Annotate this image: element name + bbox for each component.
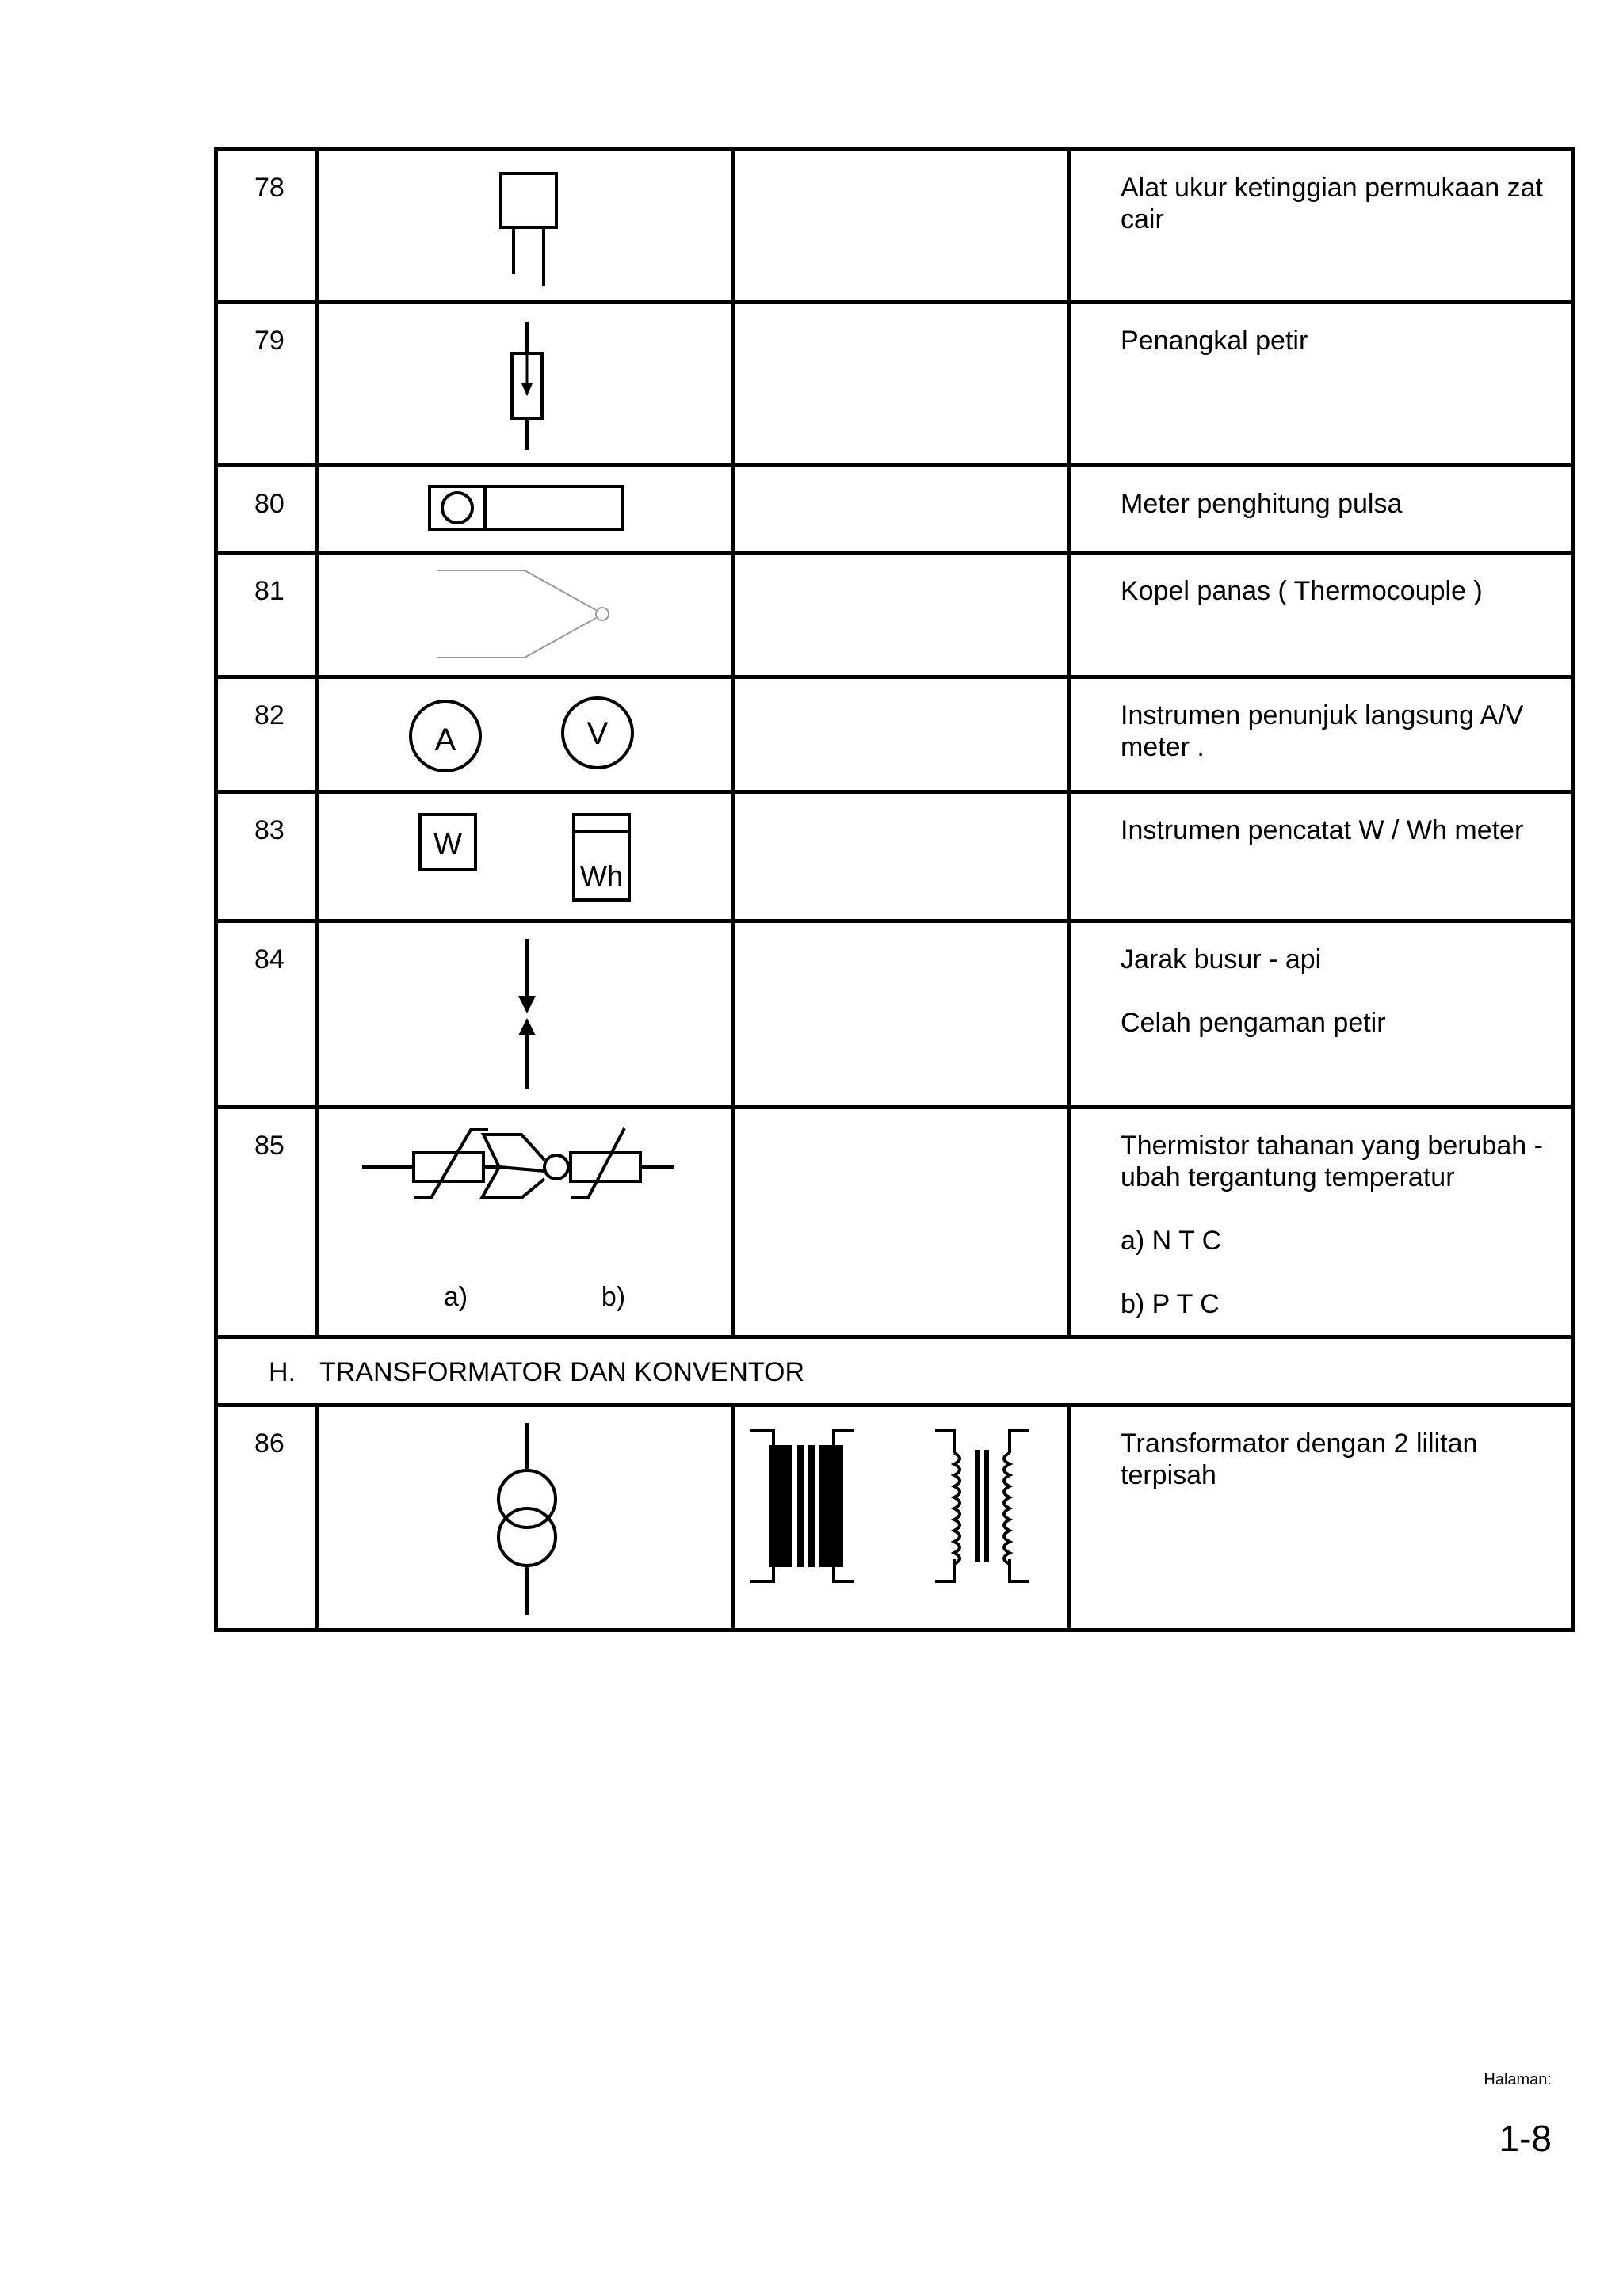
- row-number: 84: [216, 921, 317, 1108]
- row-number: 81: [216, 553, 317, 677]
- ptc-label: b): [601, 1282, 626, 1312]
- symbol-cell: [317, 150, 734, 303]
- row-number: 85: [216, 1108, 317, 1337]
- lightning-arrester-icon: [319, 304, 735, 467]
- row-number: 83: [216, 792, 317, 921]
- alt-symbol-cell: [734, 921, 1070, 1108]
- description-cell: [1070, 792, 1573, 921]
- symbol-cell: [317, 1405, 734, 1630]
- alt-symbol-cell: [734, 466, 1070, 553]
- table-row: [216, 1108, 1573, 1337]
- row-number: 79: [216, 303, 317, 466]
- description-cell: [1070, 1108, 1573, 1337]
- spark-gap-icon: [319, 923, 735, 1109]
- thermistor-icon: [319, 1109, 735, 1339]
- description-text: Alat ukur ketinggian permukaan zat cair: [1121, 173, 1543, 235]
- section-title: TRANSFORMATOR DAN KONVENTOR: [319, 1357, 805, 1387]
- page-number: 1-8: [1499, 2118, 1552, 2159]
- description-text: Instrumen penunjuk langsung A/V meter .: [1121, 700, 1524, 762]
- symbol-cell: [317, 1108, 734, 1337]
- row-number: 78: [216, 150, 317, 303]
- alt-symbol-cell: [734, 792, 1070, 921]
- row-number: 82: [216, 677, 317, 792]
- description-text: Meter penghitung pulsa: [1121, 489, 1403, 519]
- section-header-row: [216, 1337, 1573, 1405]
- description-text: a) N T C: [1121, 1226, 1222, 1256]
- table-row: [216, 921, 1573, 1108]
- description-cell: [1070, 553, 1573, 677]
- description-cell: [1070, 150, 1573, 303]
- symbol-cell: [317, 677, 734, 792]
- table-row: [216, 303, 1573, 466]
- symbol-cell: [317, 303, 734, 466]
- alt-symbol-cell: [734, 553, 1070, 677]
- row-number: 86: [216, 1405, 317, 1630]
- alt-symbol-cell: [734, 150, 1070, 303]
- pulse-meter-icon: [319, 467, 735, 555]
- transformer-icon: [319, 1407, 735, 1632]
- alt-symbol-cell: [734, 1405, 1070, 1630]
- alt-symbol-cell: [734, 677, 1070, 792]
- section-letter: H.: [269, 1357, 296, 1387]
- symbol-cell: [317, 466, 734, 553]
- wattmeter-recorder-icon: [319, 794, 735, 923]
- alt-symbol-cell: [734, 303, 1070, 466]
- description-text: Transformator dengan 2 lilitan terpisah: [1121, 1428, 1478, 1490]
- description-cell: [1070, 303, 1573, 466]
- row-number: 80: [216, 466, 317, 553]
- description-cell: [1070, 1405, 1573, 1630]
- table-row: [216, 677, 1573, 792]
- symbol-cell: [317, 792, 734, 921]
- table-row: [216, 553, 1573, 677]
- description-cell: [1070, 677, 1573, 792]
- thermocouple-icon: [319, 555, 735, 679]
- voltmeter-label: V: [586, 716, 609, 751]
- description-text: Kopel panas ( Thermocouple ): [1121, 576, 1483, 606]
- level-gauge-icon: [319, 151, 735, 304]
- wattmeter-label: W: [433, 828, 462, 861]
- description-text: b) P T C: [1121, 1289, 1220, 1319]
- symbol-cell: [317, 921, 734, 1108]
- symbol-table: [214, 147, 1575, 1632]
- alt-symbol-cell: [734, 1108, 1070, 1337]
- watthour-label: Wh: [580, 860, 623, 892]
- table-row: [216, 1405, 1573, 1630]
- symbol-cell: [317, 553, 734, 677]
- description-text: Thermistor tahanan yang berubah -ubah tergantung temperatur: [1121, 1131, 1543, 1192]
- description-cell: [1070, 466, 1573, 553]
- ammeter-voltmeter-icon: [319, 679, 735, 794]
- table-row: [216, 792, 1573, 921]
- table-row: [216, 466, 1573, 553]
- table-row: [216, 150, 1573, 303]
- ntc-label: a): [443, 1282, 468, 1312]
- page-label: Halaman:: [1484, 2071, 1552, 2088]
- description-text: Jarak busur - api: [1121, 944, 1322, 974]
- ammeter-label: A: [434, 723, 456, 757]
- description-cell: [1070, 921, 1573, 1108]
- description-text: Celah pengaman petir: [1121, 1008, 1386, 1038]
- description-text: Penangkal petir: [1121, 326, 1308, 356]
- description-text: Instrumen pencatat W / Wh meter: [1121, 815, 1524, 845]
- section-header: [216, 1337, 1573, 1405]
- transformer-winding-icon: [735, 1407, 1071, 1632]
